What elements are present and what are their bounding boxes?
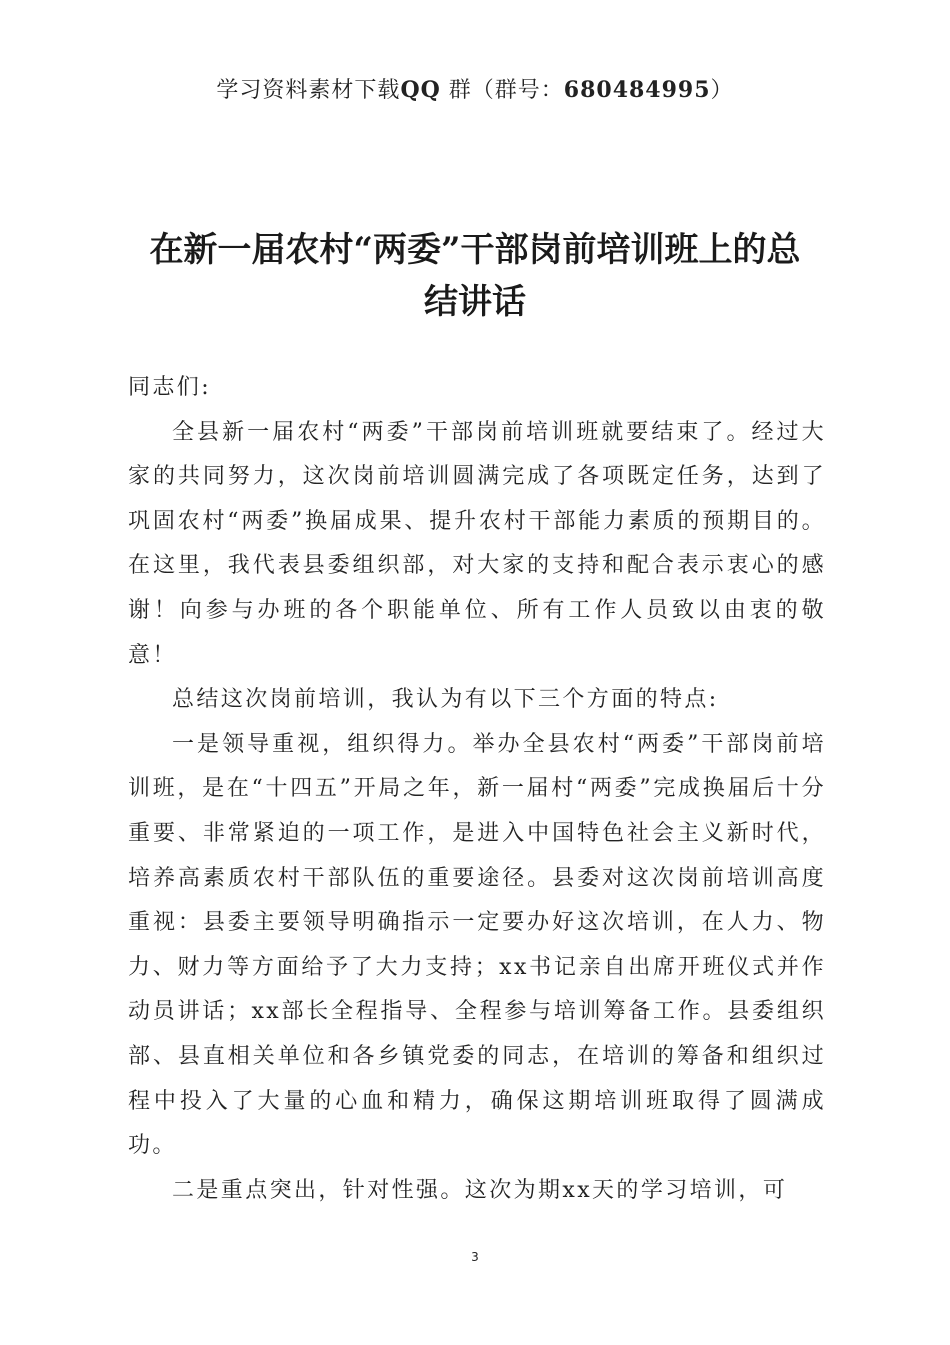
header-prefix: 学习资料素材下载 xyxy=(216,78,401,103)
header-qq: QQ xyxy=(400,77,441,103)
header-group-open: 群（群号： xyxy=(440,78,564,103)
document-body xyxy=(128,366,826,1213)
title-line: 结讲话 xyxy=(424,282,526,322)
paragraph: 二是重点突出，针对性强。这次为期xx天的学习培训，可 xyxy=(172,1177,788,1203)
paragraph: 全县新一届农村“两委”干部岗前培训班就要结束了。经过大家的共同努力，这次岗前培训圆满完成了各项既定任务，达到了巩固农村“两委”换届成果、提升农村干部能力素质的预期目的。在这里，我代表县委组织部，对大家的支持和配合表示衷心的感谢！向参与办班的各个职能单位、所有工作人员致以由衷的敬意！ xyxy=(128,419,826,668)
page-header xyxy=(0,72,950,109)
header-group-close: ） xyxy=(710,78,734,103)
paragraph: 一是领导重视，组织得力。举办全县农村“两委”干部岗前培训班，是在“十四五”开局之年，新一届村“两委”完成换届后十分重要、非常紧迫的一项工作，是进入中国特色社会主义新时代，培养高素质农村干部队伍的重要途径。县委对这次岗前培训高度重视：县委主要领导明确指示一定要办好这次培训，在人力、物力、财力等方面给予了大力支持；xx书记亲自出席开班仪式并作动员讲话；xx部长全程指导、全程参与培训筹备工作。县委组织部、县直相关单位和各乡镇党委的同志，在培训的筹备和组织过程中投入了大量的心血和精力，确保这期培训班取得了圆满成功。 xyxy=(128,731,826,1159)
salutation: 同志们: xyxy=(128,375,212,400)
document-title xyxy=(110,224,840,328)
title-line: 在新一届农村“两委”干部岗前培训班上的总 xyxy=(149,230,801,270)
header-group-number: 680484995 xyxy=(563,77,711,103)
paragraph: 总结这次岗前培训，我认为有以下三个方面的特点: xyxy=(172,687,719,713)
page-number: 3 xyxy=(471,1250,479,1264)
